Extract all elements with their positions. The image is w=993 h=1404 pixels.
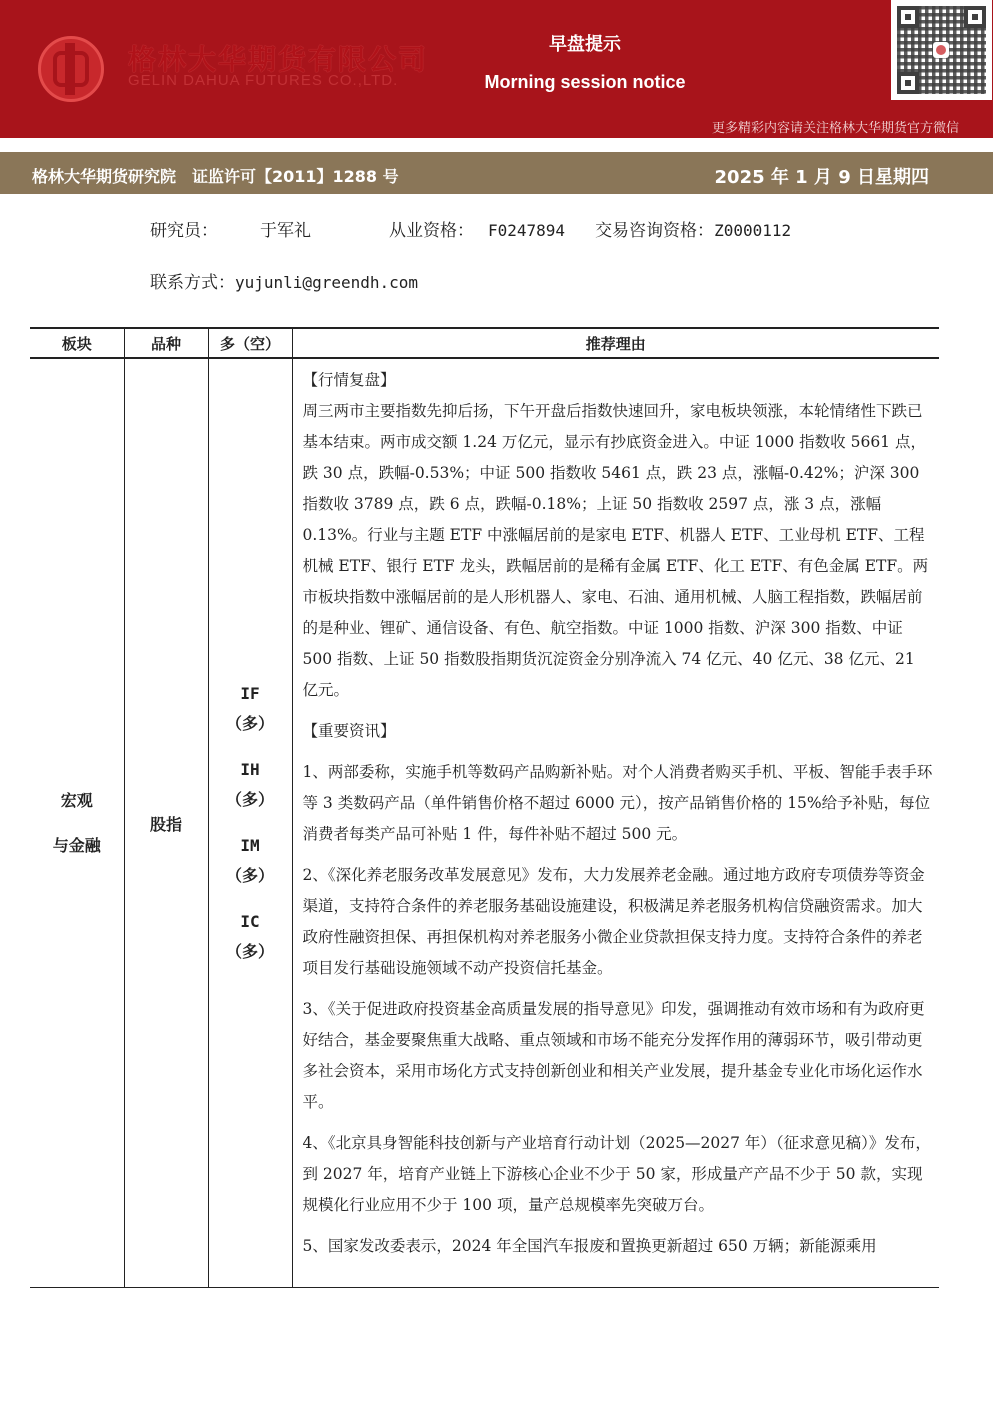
- qualification-label: 从业资格：: [389, 221, 474, 241]
- trading-number: Z0000112: [714, 221, 792, 240]
- notice-title-en: Morning session notice: [484, 72, 686, 92]
- company-name-en: GELIN DAHUA FUTURES CO.,LTD.: [128, 72, 399, 89]
- sector-cell: [30, 358, 124, 1288]
- wechat-qr-code: [891, 0, 992, 100]
- contact-info: [150, 268, 418, 293]
- news-item: 2、《深化养老服务改革发展意见》发布，大力发展养老金融。通过地方政府专项债券等资金渠道，支持符合条件的养老服务基础设施建设，积极满足养老服务机构信贷融资需求。加大政府性融资担保、再担保机构对养老服务小微企业贷款担保支持力度。支持符合条件的养老项目发行基础设施领域不动产投资信托基金。: [302, 866, 925, 977]
- notice-title-cn: 早盘提示: [549, 34, 621, 55]
- contact-email[interactable]: yujunli@greendh.com: [235, 273, 419, 292]
- news-item: 5、国家发改委表示，2024 年全国汽车报废和置换更新超过 650 万辆；新能源乘用: [302, 1237, 877, 1255]
- reason-cell: [292, 358, 939, 1288]
- col-header-variety: 品种: [124, 328, 208, 358]
- news-item: 1、两部委称，实施手机等数码产品购新补贴。对个人消费者购买手机、平板、智能手表手环等 3 类数码产品（单件销售价格不超过 6000 元），按产品销售价格的 15%给予补贴，每位消费者每类产品可补贴 1 件，每件补贴不超过 500 元。: [302, 763, 933, 843]
- trading-label: 交易咨询资格：: [595, 221, 715, 241]
- recommendation-table: [30, 327, 939, 1288]
- review-text: 周三两市主要指数先抑后扬，下午开盘后指数快速回升，家电板块领涨，本轮情绪性下跌已基本结束。两市成交额 1.24 万亿元，显示有抄底资金进入。中证 1000 指数收 5661 点，跌 30 点，跌幅-0.53%；中证 500 指数收 5461 点，跌 23 点，涨幅-0.42%；沪深 300 指数收 3789 点，跌 6 点，跌幅-0.18%；上证 50 指数收 2597 点，涨 3 点，涨幅 0.13%。行业与主题 ETF 中涨幅居前的是家电 ETF、机器人 ETF、工业母机 ETF、工程机械 ETF、银行 ETF 龙头，跌幅居前的是稀有金属 ETF、化工 ETF、有色金属 ETF。两市板块指数中涨幅居前的是人形机器人、家电、石油、通用机械、人脑工程指数，跌幅居前的是种业、锂矿、通信设备、有色、航空指数。中证 1000 指数、沪深 300 指数、中证 500 指数、上证 50 指数股指期货沉淀资金分别净流入 74 亿元、40 亿元、38 亿元、21 亿元。: [302, 402, 929, 699]
- contact-label: 联系方式：: [150, 273, 235, 293]
- col-header-reason: 推荐理由: [292, 328, 939, 358]
- col-header-position: 多（空）: [208, 328, 292, 358]
- company-logo: [38, 36, 104, 102]
- position-item: IF （多）: [225, 684, 274, 733]
- news-item: 4、《北京具身智能科技创新与产业培育行动计划（2025—2027 年）（征求意见稿）》发布，到 2027 年，培育产业链上下游核心企业不少于 50 家，形成量产产品不少于 50 款，实现规模化行业应用不少于 100 项，量产总规模率先突破万台。: [302, 1134, 931, 1214]
- institute-license: 格林大华期货研究院 证监许可【2011】1288 号: [32, 167, 399, 186]
- header-banner: [0, 0, 993, 138]
- sector-line2: 与金融: [52, 836, 101, 855]
- qualification-number: F0247894: [488, 221, 566, 240]
- news-title: 【重要资讯】: [302, 722, 396, 740]
- position-item: IH （多）: [225, 760, 274, 809]
- researcher-name: 于军礼: [260, 221, 311, 241]
- col-header-sector: 板块: [30, 328, 124, 358]
- sector-line1: 宏观: [60, 791, 93, 810]
- position-item: IM （多）: [225, 836, 274, 885]
- variety-cell: 股指: [124, 358, 208, 1288]
- wechat-follow-note: 更多精彩内容请关注格林大华期货官方微信: [711, 121, 959, 136]
- review-title: 【行情复盘】: [302, 371, 396, 389]
- news-item: 3、《关于促进政府投资基金高质量发展的指导意见》印发，强调推动有效市场和有为政府更好结合，基金要聚焦重大战略、重点领域和市场不能充分发挥作用的薄弱环节，吸引带动更多社会资本，采用市场化方式支持创新创业和相关产业发展，提升基金专业化市场化运作水平。: [302, 1000, 925, 1111]
- researcher-label: 研究员：: [150, 221, 218, 241]
- report-date: 2025 年 1 月 9 日星期四: [714, 167, 929, 188]
- position-item: IC （多）: [225, 912, 274, 961]
- researcher-info: [150, 216, 791, 241]
- position-cell: [208, 358, 292, 1288]
- table-row: [30, 358, 939, 1288]
- company-name-cn: 格林大华期货有限公司: [128, 43, 429, 76]
- institute-bar: [0, 152, 993, 194]
